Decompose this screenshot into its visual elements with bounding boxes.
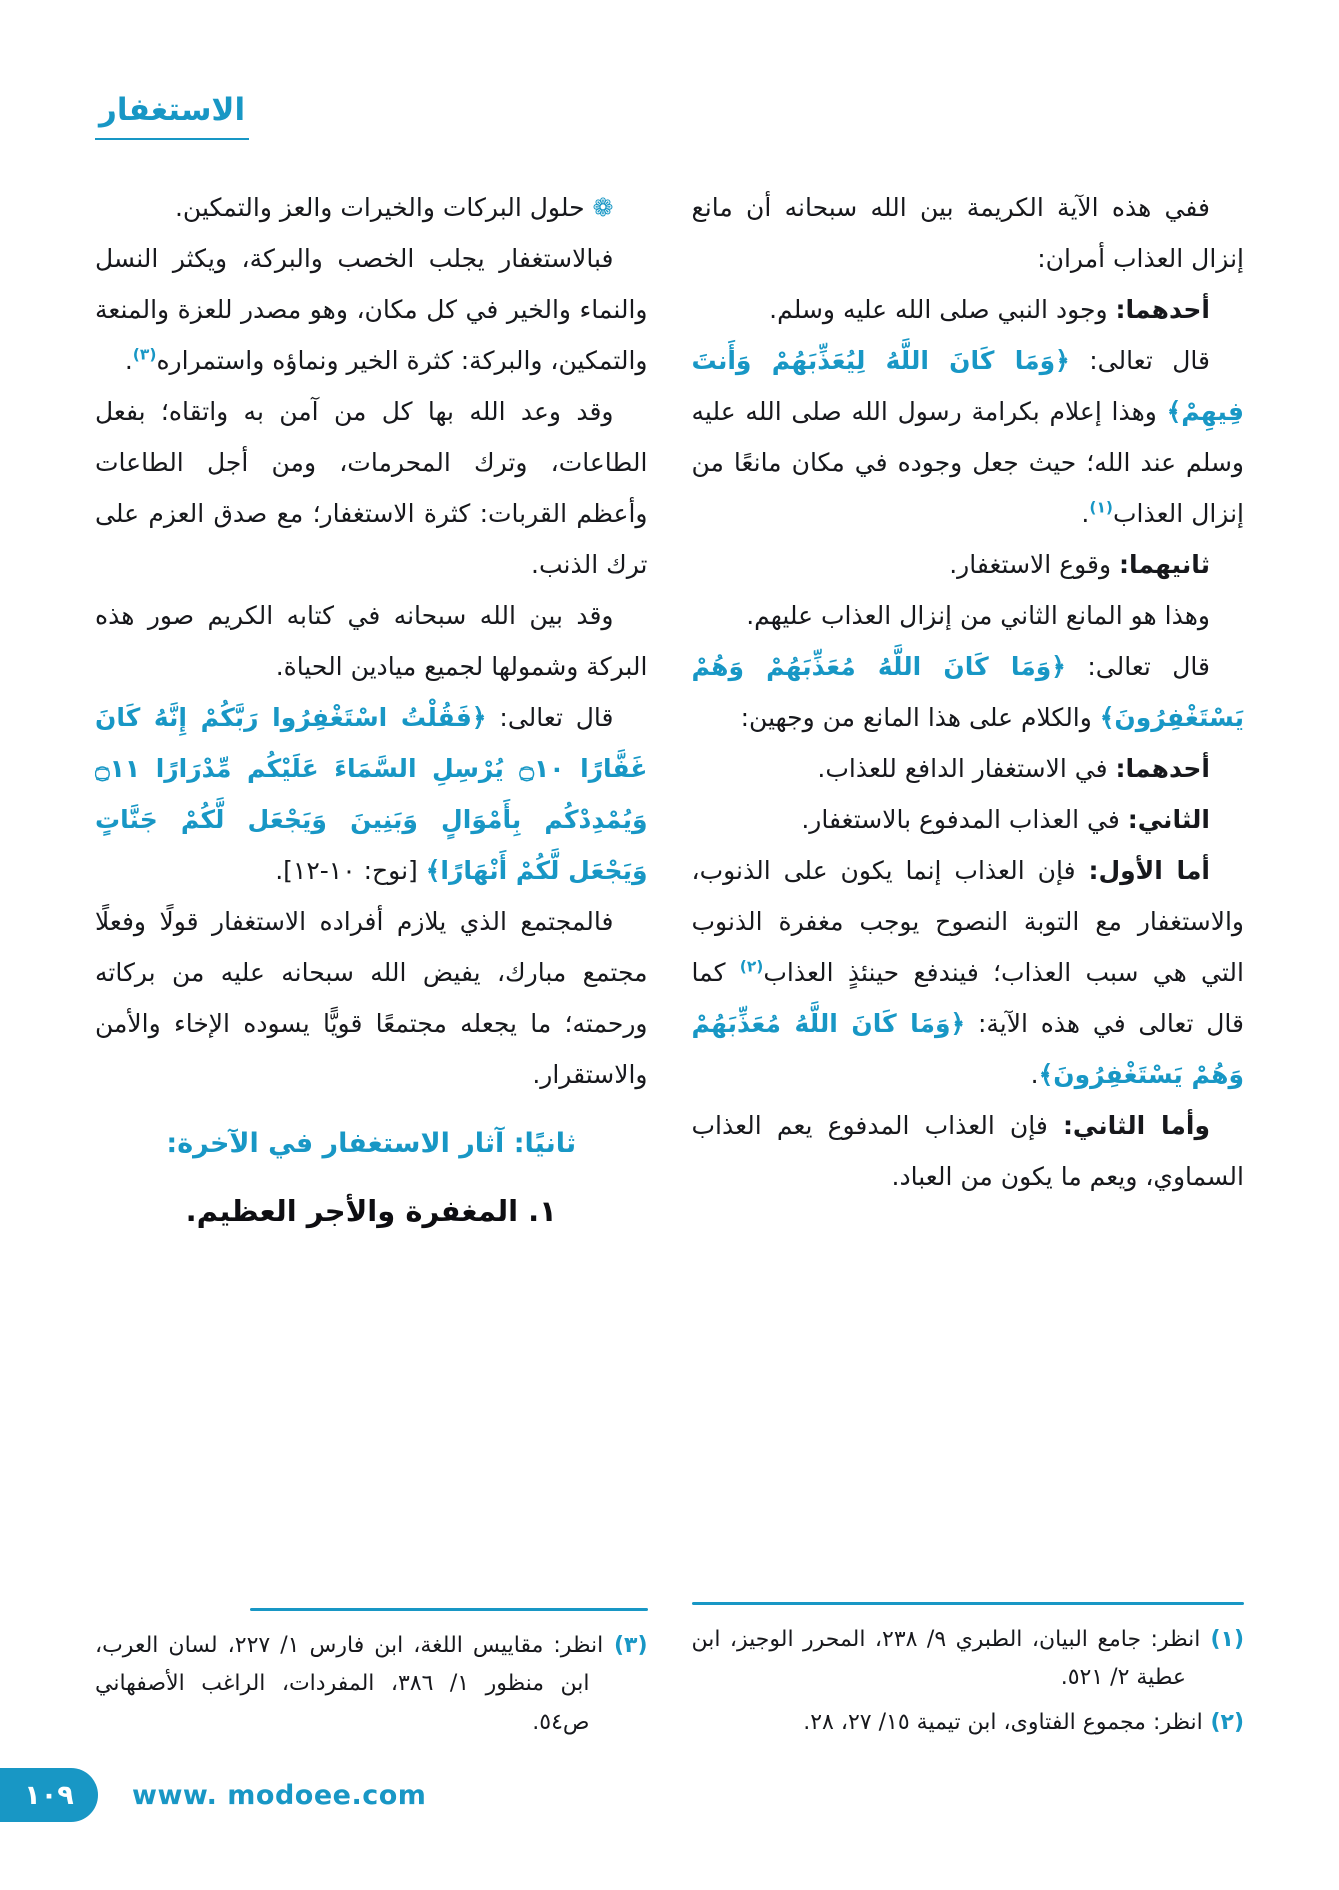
lead-in-text: وأما الثاني:	[1062, 1111, 1210, 1140]
text-run: وقد وعد الله بها كل من آمن به واتقاه؛ بفعل الطاعات، وترك المحرمات، ومن أجل الطاعات وأعظم القربات: كثرة الاستغفار؛ مع صدق العزم على ترك الذنب.	[95, 397, 648, 579]
paragraph	[95, 182, 648, 233]
text-run: .	[1030, 1060, 1039, 1089]
paragraph	[95, 692, 648, 896]
section-heading	[95, 1120, 648, 1169]
footnote-list	[95, 1627, 648, 1742]
footnote-text: انظر: مقاييس اللغة، ابن فارس ١/ ٢٢٧، لسان العرب، ابن منظور ١/ ٣٨٦، المفردات، الراغب الأصفهاني ص٥٤.	[95, 1633, 604, 1735]
text-run: قال تعالى:	[1065, 652, 1210, 681]
text-run: في العذاب المدفوع بالاستغفار.	[801, 805, 1128, 834]
text-run: والكلام على هذا المانع من وجهين:	[740, 703, 1100, 732]
text-run: فإن العذاب إنما يكون على الذنوب، والاستغفار مع التوبة النصوح يوجب مغفرة الذنوب التي هي سبب العذاب؛ فيندفع حينئذٍ العذاب	[691, 856, 1244, 987]
text-run: .	[124, 346, 133, 375]
paragraph	[95, 386, 648, 590]
quran-verse: ﴿وَمَا كَانَ اللَّهُ مُعَذِّبَهُمْ وَهُمْ يَسْتَغْفِرُونَ﴾	[691, 652, 1244, 732]
website-url: www. modoee.com	[132, 1780, 427, 1811]
column-left-footnotes	[95, 1600, 648, 1748]
paragraph	[95, 896, 648, 1100]
lead-in-text: ثانيهما:	[1118, 550, 1210, 579]
column-right-footnotes	[692, 1594, 1245, 1748]
lead-in-text: أحدهما:	[1115, 754, 1210, 783]
text-run: قال تعالى:	[486, 703, 614, 732]
paragraph	[692, 1100, 1245, 1202]
text-run: [نوح: ١٠-١٢].	[275, 856, 426, 885]
footnote-list	[692, 1621, 1245, 1742]
text-run: ثانيًا: آثار الاستغفار في الآخرة:	[166, 1128, 577, 1159]
text-run: فإن العذاب المدفوع يعم العذاب السماوي، ويعم ما يكون من العباد.	[691, 1111, 1244, 1191]
text-run: فبالاستغفار يجلب الخصب والبركة، ويكثر النسل والنماء والخير في كل مكان، وهو مصدر للعزة والمنعة والتمكين، والبركة: كثرة الخير ونماؤه واستمراره	[95, 244, 648, 375]
sub-heading	[95, 1185, 648, 1237]
column-right-body	[692, 182, 1245, 1594]
column-right	[692, 182, 1245, 1748]
text-run: .	[1081, 499, 1090, 528]
text-run: حلول البركات والخيرات والعز والتمكين.	[174, 193, 585, 222]
footnote-ref: (٢)	[739, 957, 764, 976]
paragraph	[692, 743, 1245, 794]
text-run: قال تعالى:	[1069, 346, 1211, 375]
footnote-text: انظر: جامع البيان، الطبري ٩/ ٢٣٨، المحرر الوجيز، ابن عطية ٢/ ٥٢١.	[691, 1627, 1201, 1691]
page-title: الاستغفار	[95, 92, 249, 140]
text-run: في الاستغفار الدافع للعذاب.	[817, 754, 1116, 783]
footnote	[95, 1627, 648, 1742]
lead-in-text: أما الأول:	[1088, 856, 1210, 885]
footnote-divider	[692, 1602, 1245, 1605]
footnote	[692, 1621, 1245, 1698]
paragraph	[692, 182, 1245, 284]
text-run: فالمجتمع الذي يلازم أفراده الاستغفار قولًا وفعلًا مجتمع مبارك، يفيض الله سبحانه عليه من بركاته ورحمته؛ ما يجعله مجتمعًا قويًّا يسوده الإخاء والأمن والاستقرار.	[95, 907, 648, 1089]
page-number: ١٠٩	[24, 1779, 74, 1811]
footnote-divider	[250, 1608, 648, 1611]
paragraph	[692, 539, 1245, 590]
quran-verse: ﴿فَقُلْتُ اسْتَغْفِرُوا رَبَّكُمْ إِنَّهُ كَانَ غَفَّارًا ۝١٠ يُرْسِلِ السَّمَاءَ عَلَيْكُم مِّدْرَارًا ۝١١ وَيُمْدِدْكُم بِأَمْوَالٍ وَبَنِينَ وَيَجْعَل لَّكُمْ جَنَّاتٍ وَيَجْعَل لَّكُمْ أَنْهَارًا﴾	[95, 703, 648, 885]
text-run: ففي هذه الآية الكريمة بين الله سبحانه أن مانع إنزال العذاب أمران:	[691, 193, 1244, 273]
paragraph	[692, 590, 1245, 641]
quran-verse: ﴿وَمَا كَانَ اللَّهُ لِيُعَذِّبَهُمْ وَأَنتَ فِيهِمْ﴾	[691, 346, 1244, 426]
footnote-marker: (١)	[1200, 1627, 1244, 1653]
footnote-marker: (٢)	[1202, 1709, 1244, 1735]
footnote-ref: (١)	[1089, 498, 1114, 517]
text-run: كما قال تعالى في هذه الآية:	[691, 958, 1244, 1038]
footnote-ref: (٣)	[132, 345, 157, 364]
text-run: وهذا هو المانع الثاني من إنزال العذاب عليهم.	[746, 601, 1210, 630]
column-left	[95, 182, 648, 1748]
text-run: وقوع الاستغفار.	[949, 550, 1119, 579]
text-run: وجود النبي صلى الله عليه وسلم.	[769, 295, 1116, 324]
paragraph	[692, 794, 1245, 845]
paragraph	[95, 590, 648, 692]
text-run: وهذا إعلام بكرامة رسول الله صلى الله عليه وسلم عند الله؛ حيث جعل وجوده في مكان مانعًا من إنزال العذاب	[691, 397, 1244, 528]
paragraph	[95, 233, 648, 386]
text-run: وقد بين الله سبحانه في كتابه الكريم صور هذه البركة وشمولها لجميع ميادين الحياة.	[95, 601, 648, 681]
paragraph	[692, 335, 1245, 539]
column-left-body	[95, 182, 648, 1600]
footnote-marker: (٣)	[603, 1633, 648, 1659]
lead-in-text: أحدهما:	[1115, 295, 1210, 324]
footnote-text: انظر: مجموع الفتاوى، ابن تيمية ١٥/ ٢٧، ٢٨.	[803, 1709, 1203, 1735]
lead-in-text: الثاني:	[1127, 805, 1210, 834]
quran-verse: ﴿وَمَا كَانَ اللَّهُ مُعَذِّبَهُمْ وَهُمْ يَسْتَغْفِرُونَ﴾	[691, 1009, 1244, 1089]
content-columns	[95, 182, 1244, 1748]
paragraph	[692, 641, 1245, 743]
page-number-badge	[0, 1768, 98, 1822]
paragraph	[692, 284, 1245, 335]
footnote	[692, 1704, 1245, 1742]
text-run: ١. المغفرة والأجر العظيم.	[185, 1193, 557, 1228]
flower-ornament-icon: ❁	[584, 193, 614, 222]
paragraph	[692, 845, 1245, 1100]
